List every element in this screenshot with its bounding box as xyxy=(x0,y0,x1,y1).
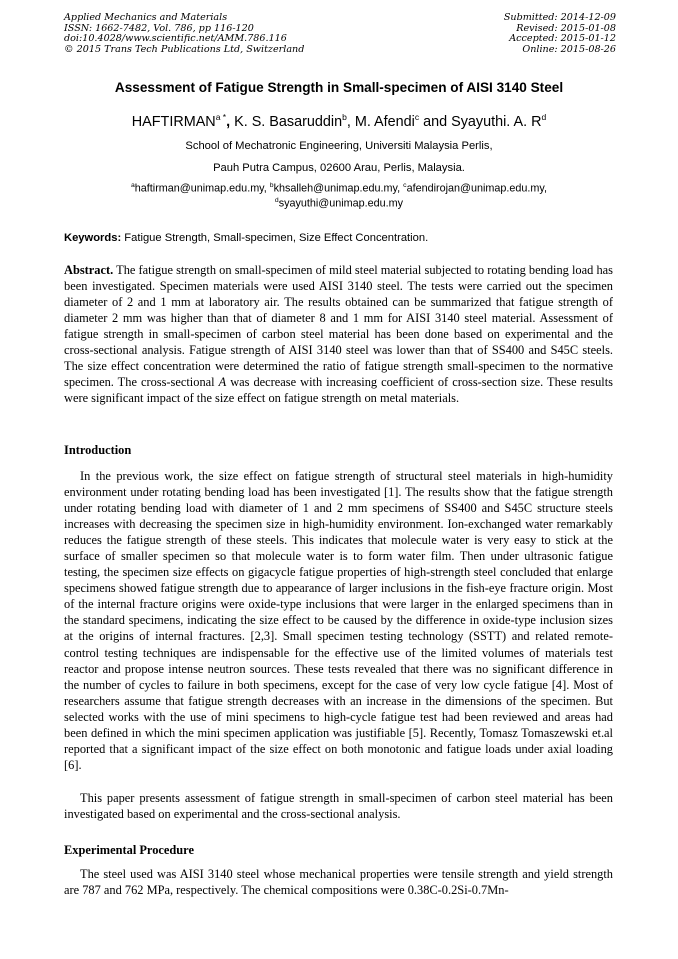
email-sup: a xyxy=(131,182,135,189)
email-sup: c xyxy=(403,182,407,189)
abstract xyxy=(64,262,613,406)
intro-paragraph xyxy=(64,468,613,773)
journal-issn: ISSN: 1662-7482, Vol. 786, pp 116-120 xyxy=(64,22,254,34)
abstract-text: The fatigue strength on small-specimen of mild steel material subjected to rotating bending load has been investigated. Specimen materials were used AISI 3140 steel. The tests were carried out the specimen diameter of 2 and 1 mm at laboratory air. The results obtained can be summarized that fatigue strength of diameter 2 mm was higher than that of diameter 8 and 1 mm for AISI 3140 steel material. Assessment of fatigue strength in small-specimen of carbon steel material has been done based on experimental and the cross-sectional analysis. Fatigue strength of AISI 3140 steel was lower than that of SS400 and S45C steels. The size effect concentration were determined the ratio of fatigue strength small-specimen to the normative specimen. The cross-sectional xyxy=(64,263,613,390)
author-separator: and xyxy=(419,113,452,130)
journal-info xyxy=(64,13,304,55)
author-sup: c xyxy=(414,112,420,122)
email-sup: d xyxy=(274,197,279,204)
paragraph-text: The steel used was AISI 3140 steel whose mechanical properties were tensile strength and yield strength are 787 and 762 MPa, respectively. The chemical compositions were 0.38C-0.2Si-0.7Mn- xyxy=(64,867,613,898)
author-name: M. Afendi xyxy=(354,113,415,130)
author-sup: d xyxy=(541,112,547,122)
affiliation-line: School of Mechatronic Engineering, Universiti Malaysia Perlis, xyxy=(185,140,493,152)
email-address: afendirojan@unimap.edu.my, xyxy=(406,182,547,195)
author-name: Syayuthi. A. R xyxy=(451,113,542,130)
email-line xyxy=(0,197,678,210)
date-submitted: Submitted: 2014-12-09 xyxy=(503,12,616,23)
abstract-text: was decrease with increasing coefficient of cross-section size. These results were significant impact of the size effect on fatigue strength on metal materials. xyxy=(64,375,613,406)
author-name: HAFTIRMAN xyxy=(131,113,216,130)
section-heading-experimental: Experimental Procedure xyxy=(64,843,194,857)
abstract-italic: A xyxy=(218,375,227,390)
paper-title: Assessment of Fatigue Strength in Small-specimen of AISI 3140 Steel xyxy=(114,80,564,95)
keywords-text: Fatigue Strength, Small-specimen, Size Effect Concentration. xyxy=(121,232,429,244)
keywords-label: Keywords: xyxy=(64,232,122,244)
email-line xyxy=(0,182,678,195)
email-sup: b xyxy=(269,182,274,189)
intro-paragraph xyxy=(64,790,613,822)
email-address: khsalleh@unimap.edu.my, xyxy=(273,182,404,195)
journal-copyright: © 2015 Trans Tech Publications Ltd, Switzerland xyxy=(64,43,305,55)
author-sup: b xyxy=(342,112,347,122)
email-address: syayuthi@unimap.edu.my xyxy=(278,197,404,210)
author-separator: , xyxy=(226,113,235,130)
section-heading-introduction: Introduction xyxy=(64,443,132,457)
date-online: Online: 2015-08-26 xyxy=(522,43,616,55)
journal-name: Applied Mechanics and Materials xyxy=(64,12,228,23)
abstract-label: Abstract. xyxy=(64,263,114,277)
author-separator: , xyxy=(346,113,355,130)
journal-doi: doi:10.4028/www.scientific.net/AMM.786.116 xyxy=(64,33,287,45)
experimental-paragraph xyxy=(64,866,613,898)
email-address: haftirman@unimap.edu.my, xyxy=(134,182,270,195)
keywords xyxy=(64,232,428,244)
submission-dates xyxy=(504,13,616,55)
paragraph-text: In the previous work, the size effect on fatigue strength of structural steel materials in high-humidity environment under rotating bending load has been investigated [1]. The results show that the fatigue strength under rotating bending load with diameter of 1 and 2 mm specimens of SS400 and S45C structure steels increases with decreasing the specimen size in high-humidity environment. Ion-exchanged water remarkably reduces the fatigue strength of these steels. This indicates that molecule water is very easy to stick at the surface of smaller specimen so that molecule water is to form water film. Then under ultrasonic fatigue testing, the specimen size effects on gigacycle fatigue properties of high-strength steel concluded that enlarge specimens showed fatigue strength due to appearance of larger inclusions in the fish-eye fracture origin. Most of the internal fracture origins were oxide-type inclusions that were larger in the enlarged specimens than in the standard specimens, indicating the size effect to be caused by the difference in oxide-type inclusion sizes at the origins of internal fractures. [2,3]. Small specimen testing technology (SSTT) and related remote-control testing techniques are indispensable for the effective use of the limited volumes of materials test reactor and propose intense neutron sources. These tests revealed that there was no significant difference in the number of cycles to failure in both specimens, except for the case of very low cycle fatigue [4]. Most of researchers assume that fatigue strength decreases with an increase in the dimensions of the specimen. But selected works with the use of mini specimens to high-cycle fatigue test had been reviewed and areas had been defined in which the mini specimen application was justifiable [5]. Recently, Tomasz Tomaszewski et.al reported that a significant impact of the size effect on both monotonic and fatigue loads under axial loading [6]. xyxy=(64,469,613,772)
author-name: K. S. Basaruddin xyxy=(234,113,343,130)
paragraph-text: This paper presents assessment of fatigue strength in small-specimen of carbon steel material has been investigated based on experimental and the cross-sectional analysis. xyxy=(64,791,613,822)
author-sup: a * xyxy=(215,112,227,122)
date-revised: Revised: 2015-01-08 xyxy=(516,22,616,34)
date-accepted: Accepted: 2015-01-12 xyxy=(509,33,616,45)
affiliation-line: Pauh Putra Campus, 02600 Arau, Perlis, Malaysia. xyxy=(213,162,465,174)
author-list xyxy=(0,112,678,130)
